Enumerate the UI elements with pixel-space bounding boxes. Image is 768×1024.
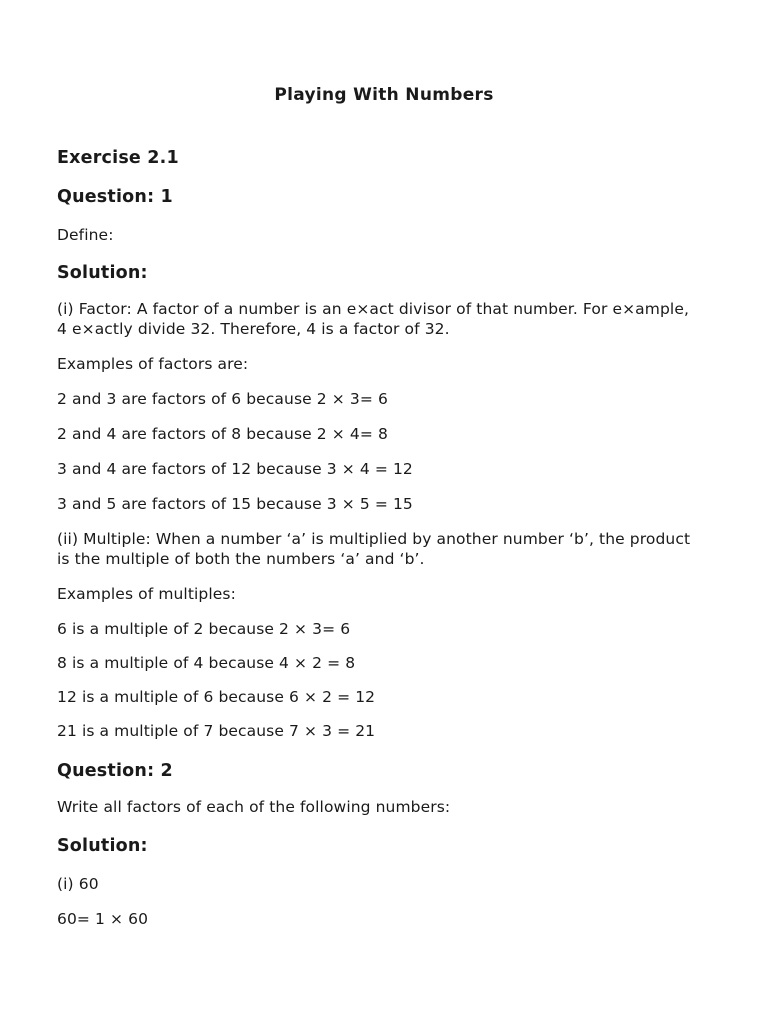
question-1-heading: Question: 1 [57, 187, 173, 207]
question-2-part-i: (i) 60 [57, 875, 99, 893]
factor-examples-intro: Examples of factors are: [57, 355, 249, 373]
multiple-example: 8 is a multiple of 4 because 4 × 2 = 8 [57, 654, 356, 672]
question-2-line: 60= 1 × 60 [57, 910, 149, 928]
factor-example: 2 and 4 are factors of 8 because 2 × 4= 8 [57, 425, 388, 443]
question-2-solution-heading: Solution: [57, 836, 148, 856]
exercise-heading: Exercise 2.1 [57, 148, 179, 168]
factor-definition-line-1: (i) Factor: A factor of a number is an e×act divisor of that number. For e×ample, [57, 300, 689, 318]
factor-example: 2 and 3 are factors of 6 because 2 × 3= 6 [57, 390, 388, 408]
factor-definition-line-2: 4 e×actly divide 32. Therefore, 4 is a factor of 32. [57, 320, 450, 338]
question-1-solution-heading: Solution: [57, 263, 148, 283]
multiple-definition-line-1: (ii) Multiple: When a number ‘a’ is multiplied by another number ‘b’, the product [57, 530, 691, 548]
question-2-heading: Question: 2 [57, 761, 173, 781]
document-body [57, 146, 717, 929]
multiple-example: 21 is a multiple of 7 because 7 × 3 = 21 [57, 722, 376, 740]
document-title: Playing With Numbers [274, 85, 494, 105]
question-1-text: Define: [57, 226, 114, 244]
multiple-definition-line-2: is the multiple of both the numbers ‘a’ and ‘b’. [57, 550, 425, 568]
question-2-text: Write all factors of each of the following numbers: [57, 798, 451, 816]
multiple-example: 6 is a multiple of 2 because 2 × 3= 6 [57, 620, 351, 638]
multiple-example: 12 is a multiple of 6 because 6 × 2 = 12 [57, 688, 376, 706]
multiple-examples-intro: Examples of multiples: [57, 585, 236, 603]
factor-example: 3 and 5 are factors of 15 because 3 × 5 = 15 [57, 495, 413, 513]
factor-example: 3 and 4 are factors of 12 because 3 × 4 = 12 [57, 460, 413, 478]
